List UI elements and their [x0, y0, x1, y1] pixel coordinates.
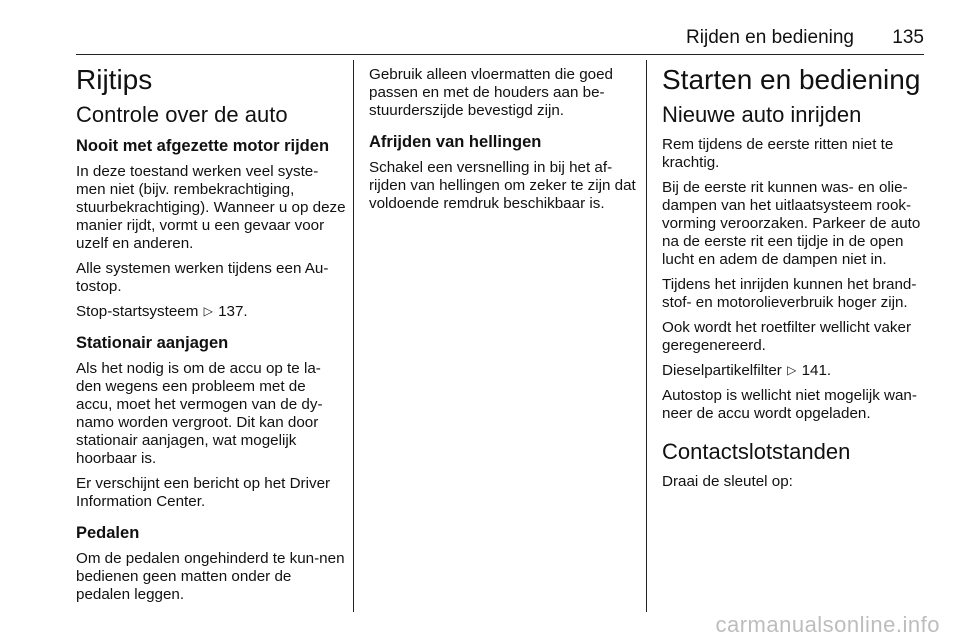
section-heading: Controle over de auto: [76, 102, 288, 127]
paragraph: Er verschijnt een bericht op het Driver Information Center.: [76, 475, 331, 510]
page-header: [76, 26, 924, 50]
paragraph: Rem tijdens de eerste ritten niet te krachtig.: [662, 136, 894, 171]
paragraph: Tijdens het inrijden kunnen het brand-stof- en motorolieverbruik hoger zijn.: [662, 276, 917, 311]
triangle-right-icon: ▷: [787, 363, 797, 377]
reference-text: Dieselpartikelfilter: [662, 362, 782, 379]
cross-reference[interactable]: [662, 362, 930, 380]
subsection-heading: Pedalen: [76, 524, 140, 542]
column-divider-1: [353, 60, 354, 612]
watermark: carmanualsonline.info: [715, 612, 940, 637]
column-divider-2: [646, 60, 647, 612]
header-rule: [76, 54, 924, 55]
paragraph: Schakel een versnelling in bij het af-rijden van hellingen om zeker te zijn dat voldoende remdruk beschikbaar is.: [369, 159, 636, 212]
column-middle: [369, 60, 637, 220]
chapter-title: Starten en bediening: [662, 64, 921, 95]
paragraph: Als het nodig is om de accu op te la-den wegens een probleem met de accu, moet het vermogen van de dy-namo worden vergroot. Dit kan door stationair aanjagen, wat mogelijk hoorbaar is.: [76, 360, 323, 467]
column-right: [662, 60, 930, 498]
subsection-heading: Stationair aanjagen: [76, 334, 229, 352]
paragraph: In deze toestand werken veel syste-men niet (bijv. rembekrachtiging, stuurbekrachtiging). Wanneer u op deze manier rijdt, vormt u een gevaar voor uzelf en anderen.: [76, 163, 346, 252]
paragraph: Om de pedalen ongehinderd te kun-nen bedienen geen matten onder de pedalen leggen.: [76, 550, 345, 603]
paragraph: Bij de eerste rit kunnen was- en olie-dampen van het uitlaatsysteem rook-vorming veroorzaken. Parkeer de auto na de eerste rit een tijdje in de open lucht en adem de dampen niet in.: [662, 179, 921, 268]
reference-page: 141.: [801, 362, 832, 379]
paragraph: Autostop is wellicht niet mogelijk wan-neer de accu wordt opgeladen.: [662, 387, 917, 422]
paragraph: Alle systemen werken tijdens een Au-tostop.: [76, 260, 329, 295]
section-heading: Contactslotstanden: [662, 439, 851, 464]
reference-page: 137.: [218, 303, 248, 320]
page-number: 135: [892, 27, 924, 48]
subsection-heading: Afrijden van hellingen: [369, 133, 542, 151]
chapter-title: Rijtips: [76, 64, 153, 95]
subsection-heading: Nooit met afgezette motor rijden: [76, 137, 330, 155]
column-left: [76, 60, 346, 611]
reference-text: Stop-startsysteem: [76, 303, 199, 320]
cross-reference[interactable]: [76, 303, 346, 321]
paragraph: Gebruik alleen vloermatten die goed passen en met de houders aan be-stuurderszijde bevestigd zijn.: [369, 66, 613, 119]
triangle-right-icon: ▷: [203, 304, 213, 318]
paragraph: Draai de sleutel op:: [662, 473, 793, 490]
paragraph: Ook wordt het roetfilter wellicht vaker geregenereerd.: [662, 319, 911, 354]
section-heading: Nieuwe auto inrijden: [662, 102, 862, 127]
header-title: Rijden en bediening: [686, 27, 854, 48]
